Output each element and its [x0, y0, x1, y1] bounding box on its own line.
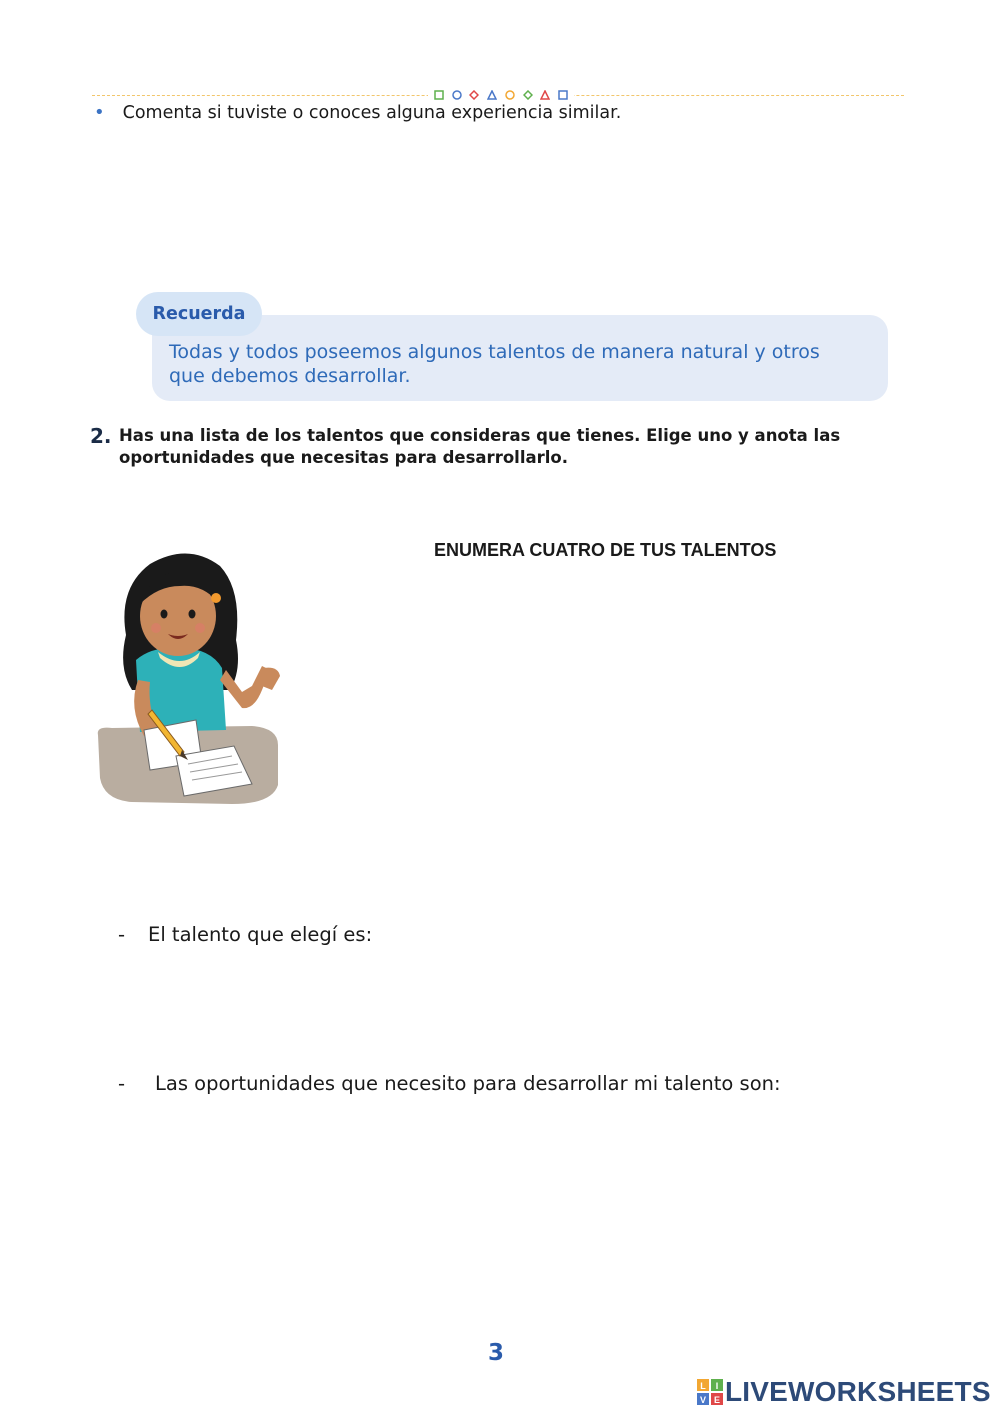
prompt-text: El talento que elegí es: — [148, 923, 373, 946]
square-shape-icon — [558, 90, 568, 100]
svg-text:E: E — [713, 1395, 721, 1405]
talents-title: ENUMERA CUATRO DE TUS TALENTOS — [434, 540, 777, 560]
recuerda-text — [169, 340, 869, 388]
liveworksheets-logo-icon — [697, 1379, 723, 1405]
svg-text:I: I — [715, 1381, 719, 1391]
question-text — [119, 425, 899, 469]
question-number: 2. — [90, 424, 112, 448]
prompt-text: Las oportunidades que necesito para desarrollar mi talento son: — [155, 1072, 781, 1095]
question-text-line-1: Has una lista de los talentos que consideras que tienes. Elige uno y anota las — [119, 426, 841, 445]
liveworksheets-brand[interactable] — [697, 1375, 991, 1409]
triangle-shape-icon — [540, 90, 550, 100]
prompt-chosen-talent — [118, 922, 372, 948]
girl-writing-illustration — [92, 540, 288, 808]
prompt-dash: - — [118, 923, 126, 946]
recuerda-text-line-1: Todas y todos poseemos algunos talentos de manera natural y otros — [169, 341, 820, 363]
diamond-shape-icon — [523, 90, 533, 100]
instruction-text: Comenta si tuviste o conoces alguna experiencia similar. — [122, 103, 622, 123]
square-shape-icon — [434, 90, 444, 100]
triangle-shape-icon — [487, 90, 497, 100]
prompt-opportunities — [118, 1071, 781, 1097]
svg-text:L: L — [700, 1381, 706, 1391]
liveworksheets-wordmark: LIVEWORKSHEETS — [725, 1376, 991, 1407]
diamond-shape-icon — [469, 90, 479, 100]
page-number: 3 — [488, 1340, 505, 1366]
prompt-dash: - — [118, 1072, 126, 1095]
svg-text:V: V — [699, 1395, 707, 1405]
instruction-bullet — [92, 101, 621, 125]
circle-shape-icon — [505, 90, 515, 100]
recuerda-label: Recuerda — [136, 292, 262, 336]
recuerda-text-line-2: que debemos desarrollar. — [169, 365, 411, 387]
bullet-dot: • — [94, 102, 105, 123]
circle-shape-icon — [452, 90, 462, 100]
question-text-line-2: oportunidades que necesitas para desarrollarlo. — [119, 448, 569, 467]
